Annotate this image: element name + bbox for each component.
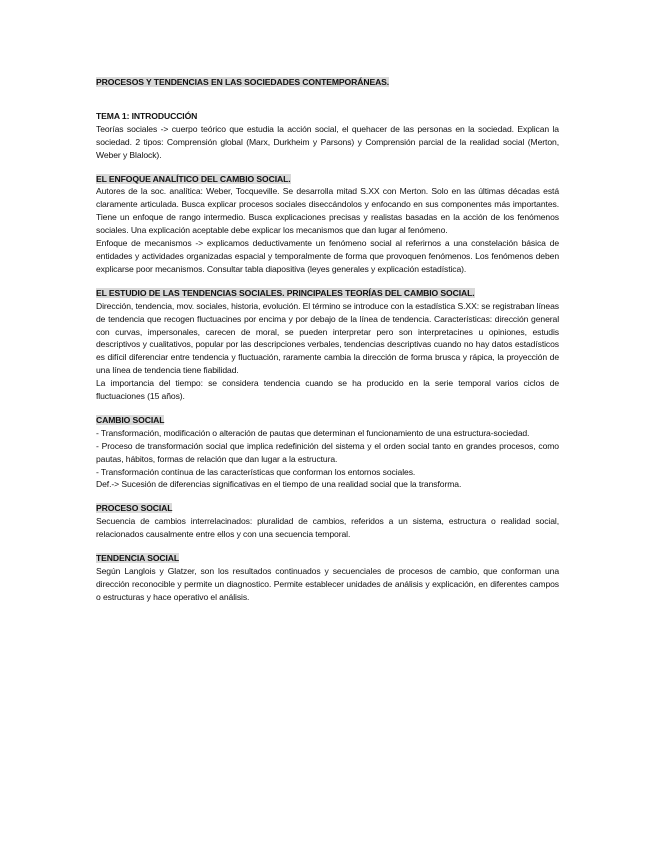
document-sections: [96, 110, 559, 604]
section-heading-row: [96, 414, 559, 427]
section: [96, 287, 559, 403]
section-paragraph: Def.-> Sucesión de diferencias significativas en el tiempo de una realidad social que la transforma.: [96, 479, 462, 490]
section-paragraph: La importancia del tiempo: se considera tendencia cuando se ha producido en la serie temporal varios ciclos de fluctuaciones (15 años).: [96, 378, 559, 402]
document-page: [96, 76, 559, 615]
section-heading: EL ESTUDIO DE LAS TENDENCIAS SOCIALES. PRINCIPALES TEORÍAS DEL CAMBIO SOCIAL.: [96, 287, 475, 298]
section-paragraph: Dirección, tendencia, mov. sociales, historia, evolución. El término se introduce con la estadística S.XX: se registraban líneas de tendencia que recogen fluctuacines por encima y por debajo de la línea de tendencia. Características: dirección general con curvas, impersonales, carecen de moral, se pueden interpretar pero son interpretacines u opiniones, estudis descriptivos y cualitativos, popular por las descripciones verbales, tendencias descriptivas cuando no hay datos estadísticos es difícil diferenciar entre tendencia y fluctuación, raramente cambia la dirección de forma brusca y rápica, la proyección de una línea de tendencia tiene fiabilidad.: [96, 300, 559, 376]
section-paragraph: - Transformación contínua de las características que conforman los entornos sociales.: [96, 466, 416, 477]
section-heading: CAMBIO SOCIAL: [96, 414, 165, 425]
section-heading: PROCESO SOCIAL: [96, 503, 173, 514]
section: [96, 502, 559, 541]
section-paragraph: Teorías sociales -> cuerpo teórico que estudia la acción social, el quehacer de las personas en la sociedad. Explican la sociedad. 2 tipos: Comprensión global (Marx, Durkheim y Parsons) y Comprensión parcial de la realidad social (Merton, Weber y Blalock).: [96, 123, 559, 160]
section: [96, 414, 559, 491]
document-title-block: [96, 76, 559, 89]
section: [96, 110, 559, 162]
section-heading-row: [96, 110, 559, 123]
section-paragraph: Según Langlois y Glatzer, son los resultados continuados y secuenciales de procesos de cambio, que conforman una dirección reconocible y permite un diagnostico. Permite establecer unidades de análisis y explicación, en diferentes campos o estructuras y hace operativo el análisis.: [96, 566, 559, 602]
section-paragraph: Enfoque de mecanismos -> explicamos deductivamente un fenómeno social al referirnos a una constelación básica de entidades y actividades organizadas espacial y temporalmente de forma que provoquen fenómenos. Los fenómenos deben explicarse poor mecanismos. Consultar tabla diapositiva (leyes generales y explicación estadística).: [96, 238, 559, 274]
document-title: PROCESOS Y TENDENCIAS EN LAS SOCIEDADES CONTEMPORÁNEAS.: [96, 77, 390, 87]
section-paragraph: - Proceso de transformación social que implica redefinición del sistema y el orden social tanto en grandes procesos, como pautas, hábitos, formas de relación que dan lugar a la estructura.: [96, 440, 559, 464]
section-heading: TENDENCIA SOCIAL: [96, 553, 180, 564]
section-heading-row: [96, 552, 559, 565]
section: [96, 552, 559, 604]
section-heading-row: [96, 173, 559, 186]
section-heading: EL ENFOQUE ANALÍTICO DEL CAMBIO SOCIAL.: [96, 173, 291, 184]
section: [96, 173, 559, 276]
section-heading: TEMA 1: INTRODUCCIÓN: [96, 110, 198, 121]
section-paragraph: Secuencia de cambios interrelacinados: pluralidad de cambios, referidos a un sistema, estructura o realidad social, relacionados causalmente entre ellos y con una secuencia temporal.: [96, 516, 559, 540]
section-heading-row: [96, 502, 559, 515]
section-paragraph: - Transformación, modificación o alteración de pautas que determinan el funcionamiento de una estructura-sociedad.: [96, 427, 530, 438]
section-paragraph: Autores de la soc. analítica: Weber, Tocqueville. Se desarrolla mitad S.XX con Merton. Solo en las últimas décadas está claramente articulada. Busca explicar procesos sociales diseccándolos y enfocando en sus componentes más importantes. Tiene un enfoque de rango intermedio. Busca explicaciones precisas y realistas basadas en la acción de los fenómenos sociales. Una explicación aceptable debe explicar los mecanismos que dan lugar al fenómeno.: [96, 186, 559, 236]
section-heading-row: [96, 287, 559, 300]
